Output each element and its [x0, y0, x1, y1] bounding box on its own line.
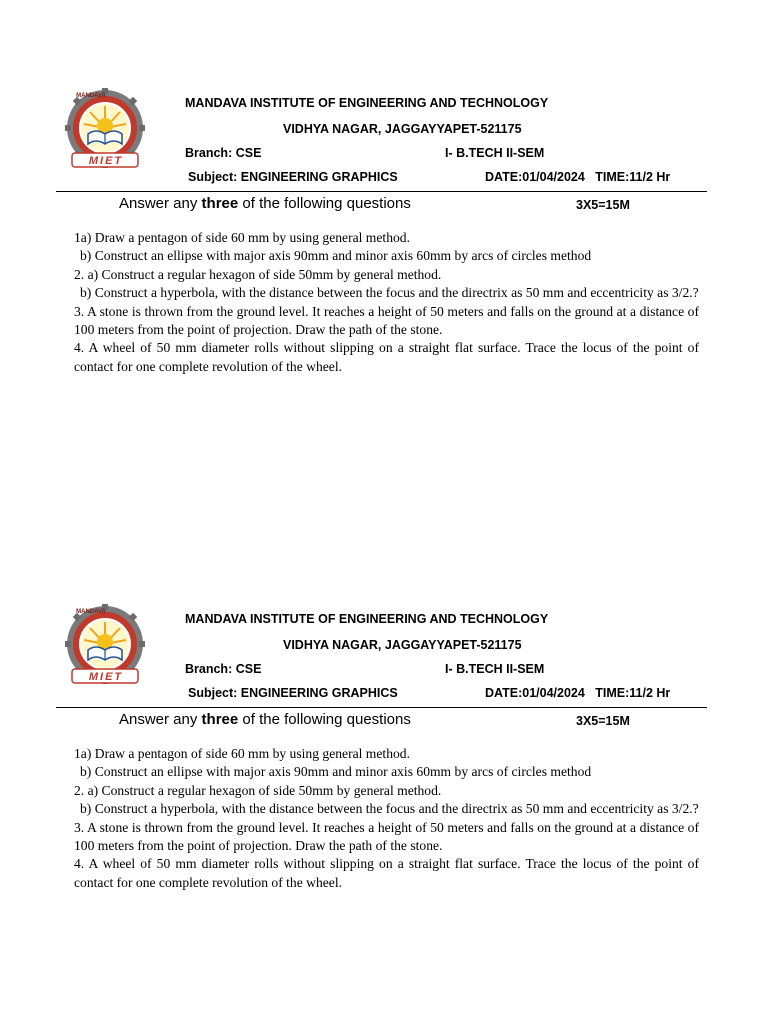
question-list [74, 745, 699, 892]
branch-label: Branch: CSE [185, 662, 262, 676]
marks-label: 3X5=15M [576, 198, 630, 212]
instructions [119, 711, 411, 728]
instruction-emphasis: three [201, 711, 239, 728]
instructions [119, 195, 411, 212]
institute-address: VIDHYA NAGAR, JAGGAYYAPET-521175 [283, 122, 522, 136]
logo-text-mandava: MANDAVA [76, 609, 106, 615]
question-item: 3. A stone is thrown from the ground level. It reaches a height of 50 meters and falls on the ground at a distance of 100 meters from the point of projection. Draw the path of the stone. [74, 819, 699, 854]
question-item: b) Construct an ellipse with major axis 90mm and minor axis 60mm by arcs of circles method [80, 248, 592, 264]
question-item: 1a) Draw a pentagon of side 60 mm by using general method. [74, 230, 410, 245]
question-item: 2. a) Construct a regular hexagon of side 50mm by general method. [74, 266, 442, 282]
logo-text-mandava: MANDAVA [76, 93, 106, 99]
question-item: b) Construct a hyperbola, with the distance between the focus and the directrix as 50 mm and eccentricity as 3/2.? [80, 801, 699, 817]
header-divider [56, 707, 707, 708]
instruction-text-end: of the following questions [238, 195, 411, 212]
logo-text-miet: MIET [88, 671, 124, 683]
instruction-text-end: of the following questions [238, 711, 411, 728]
header-divider [56, 191, 707, 192]
question-paper-1 [0, 0, 768, 500]
question-item: b) Construct a hyperbola, with the distance between the focus and the directrix as 50 mm and eccentricity as 3/2.? [80, 285, 699, 301]
subject-label: Subject: ENGINEERING GRAPHICS [188, 686, 398, 700]
question-list [74, 229, 699, 376]
question-item: 4. A wheel of 50 mm diameter rolls without slipping on a straight flat surface. Trace the locus of the point of contact for one complete revolution of the wheel. [74, 340, 699, 374]
question-item: 3. A stone is thrown from the ground level. It reaches a height of 50 meters and falls on the ground at a distance of 100 meters from the point of projection. Draw the path of the stone. [74, 303, 699, 338]
institute-name: MANDAVA INSTITUTE OF ENGINEERING AND TECHNOLOGY [185, 96, 549, 110]
question-item: b) Construct an ellipse with major axis 90mm and minor axis 60mm by arcs of circles method [80, 764, 592, 780]
institute-name: MANDAVA INSTITUTE OF ENGINEERING AND TECHNOLOGY [185, 612, 549, 626]
instruction-emphasis: three [201, 195, 239, 212]
date-time-label: DATE:01/04/2024 TIME:11/2 Hr [485, 686, 671, 700]
semester-label: I- B.TECH II-SEM [445, 662, 545, 676]
date-time-label: DATE:01/04/2024 TIME:11/2 Hr [485, 170, 671, 184]
marks-label: 3X5=15M [576, 714, 630, 728]
question-item: 4. A wheel of 50 mm diameter rolls without slipping on a straight flat surface. Trace the locus of the point of contact for one complete revolution of the wheel. [74, 856, 699, 890]
question-paper-2 [0, 516, 768, 1016]
semester-label: I- B.TECH II-SEM [445, 146, 545, 160]
institute-address: VIDHYA NAGAR, JAGGAYYAPET-521175 [283, 638, 522, 652]
branch-label: Branch: CSE [185, 146, 262, 160]
subject-label: Subject: ENGINEERING GRAPHICS [188, 170, 398, 184]
question-item: 2. a) Construct a regular hexagon of side 50mm by general method. [74, 782, 442, 798]
instruction-text-start: Answer any [119, 711, 202, 728]
logo-text-miet: MIET [88, 155, 124, 167]
question-item: 1a) Draw a pentagon of side 60 mm by using general method. [74, 746, 410, 761]
instruction-text-start: Answer any [119, 195, 202, 212]
